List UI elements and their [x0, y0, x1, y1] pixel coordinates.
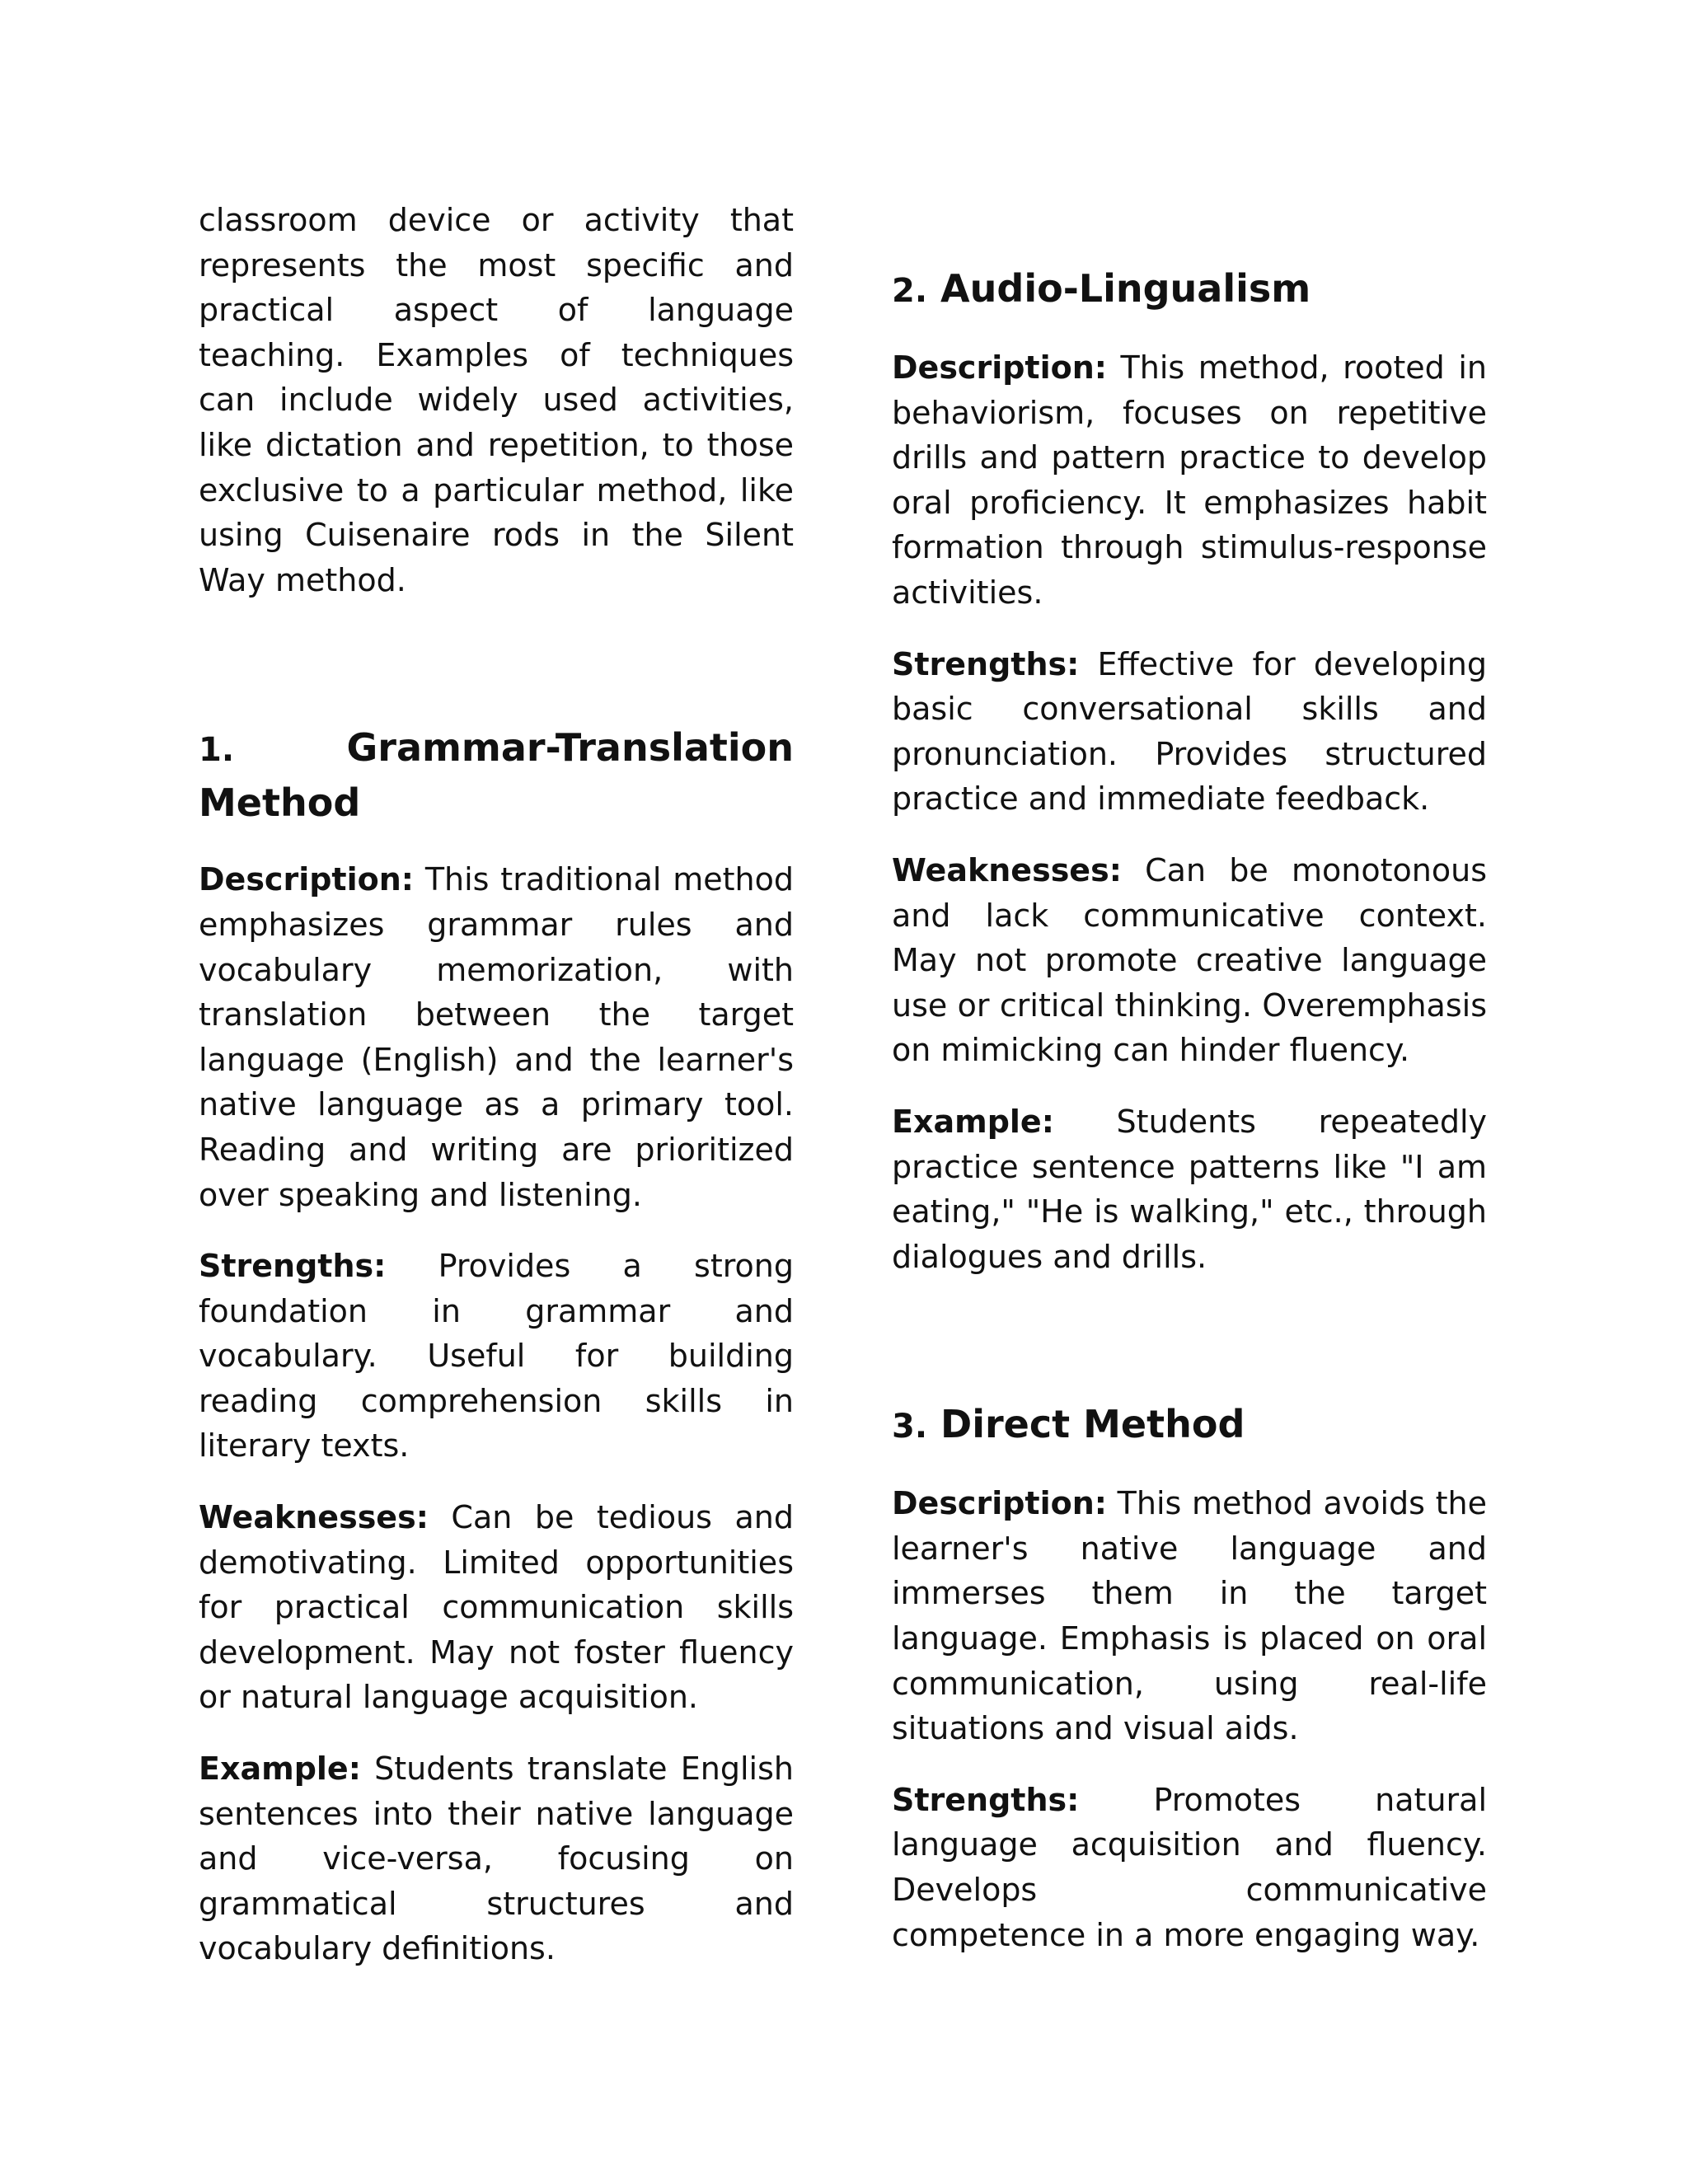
- strengths-paragraph: [892, 1778, 1487, 1957]
- weaknesses-text: Can be monotonous and lack communicative context. May not promote creative language use or critical thinking. Overemphasis on mimicking can hinder fluency.: [892, 851, 1487, 1069]
- strengths-text: Provides a strong foundation in grammar and vocabulary. Useful for building reading comprehension skills in literary texts.: [199, 1248, 794, 1465]
- section-heading-grammar-translation: [199, 721, 794, 829]
- description-paragraph: [199, 857, 794, 1217]
- left-column: [199, 198, 794, 1998]
- strengths-text: Effective for developing basic conversational skills and pronunciation. Provides structured practice and immediate feedback.: [892, 645, 1487, 818]
- spacer: [892, 1305, 1487, 1398]
- description-label: Description:: [892, 1485, 1107, 1522]
- example-label: Example:: [892, 1103, 1054, 1140]
- section-number: 1.: [199, 731, 235, 770]
- strengths-label: Strengths:: [892, 645, 1080, 682]
- spacer: [199, 629, 794, 721]
- example-text: Students repeatedly practice sentence patterns like "I am eating," "He is walking," etc., through dialogues and drills.: [892, 1103, 1487, 1275]
- description-paragraph: [892, 1481, 1487, 1751]
- section-heading-audio-lingualism: [892, 262, 1487, 317]
- strengths-label: Strengths:: [892, 1781, 1080, 1818]
- description-text: This method, rooted in behaviorism, focuses on repetitive drills and pattern practice to develop oral proficiency. It emphasizes habit formation through stimulus-response activities.: [892, 349, 1487, 611]
- section-title: Direct Method: [940, 1402, 1245, 1447]
- description-label: Description:: [199, 861, 414, 898]
- example-label: Example:: [199, 1750, 361, 1788]
- weaknesses-text: Can be tedious and demotivating. Limited opportunities for practical communication skills development. May not foster fluency or natural language acquisition.: [199, 1499, 794, 1716]
- strengths-paragraph: [199, 1244, 794, 1469]
- strengths-label: Strengths:: [199, 1248, 387, 1285]
- section-title-continued: Method: [199, 780, 361, 826]
- strengths-paragraph: [892, 642, 1487, 822]
- description-text: This method avoids the learner's native language and immerses them in the target language. Emphasis is placed on oral communication, using real-life situations and visual aids.: [892, 1485, 1487, 1747]
- section-heading-direct-method: [892, 1398, 1487, 1453]
- strengths-text: Promotes natural language acquisition and fluency. Develops communicative competence in a more engaging way.: [892, 1781, 1487, 1953]
- section-title: Grammar-Translation: [346, 725, 794, 771]
- section-title: Audio-Lingualism: [940, 266, 1311, 311]
- description-text: This traditional method emphasizes grammar rules and vocabulary memorization, with translation between the target language (English) and the learner's native language as a primary tool. Reading and writing are prioritized over speaking and listening.: [199, 861, 794, 1213]
- example-paragraph: [199, 1746, 794, 1971]
- weaknesses-paragraph: [199, 1495, 794, 1720]
- description-paragraph: [892, 345, 1487, 616]
- example-text: Students translate English sentences into their native language and vice-versa, focusing on grammatical structures and vocabulary definitions.: [199, 1750, 794, 1967]
- intro-paragraph: classroom device or activity that represents the most specific and practical aspect of language teaching. Examples of techniques can include widely used activities, like dictation and repetition, to those exclusive to a particular method, like using Cuisenaire rods in the Silent Way method.: [199, 202, 794, 598]
- weaknesses-label: Weaknesses:: [892, 851, 1122, 888]
- weaknesses-label: Weaknesses:: [199, 1499, 429, 1536]
- description-label: Description:: [892, 349, 1107, 386]
- example-paragraph: [892, 1099, 1487, 1279]
- section-number: 2.: [892, 272, 928, 310]
- section-number: 3.: [892, 1408, 928, 1446]
- right-column: [892, 262, 1487, 1984]
- weaknesses-paragraph: [892, 848, 1487, 1073]
